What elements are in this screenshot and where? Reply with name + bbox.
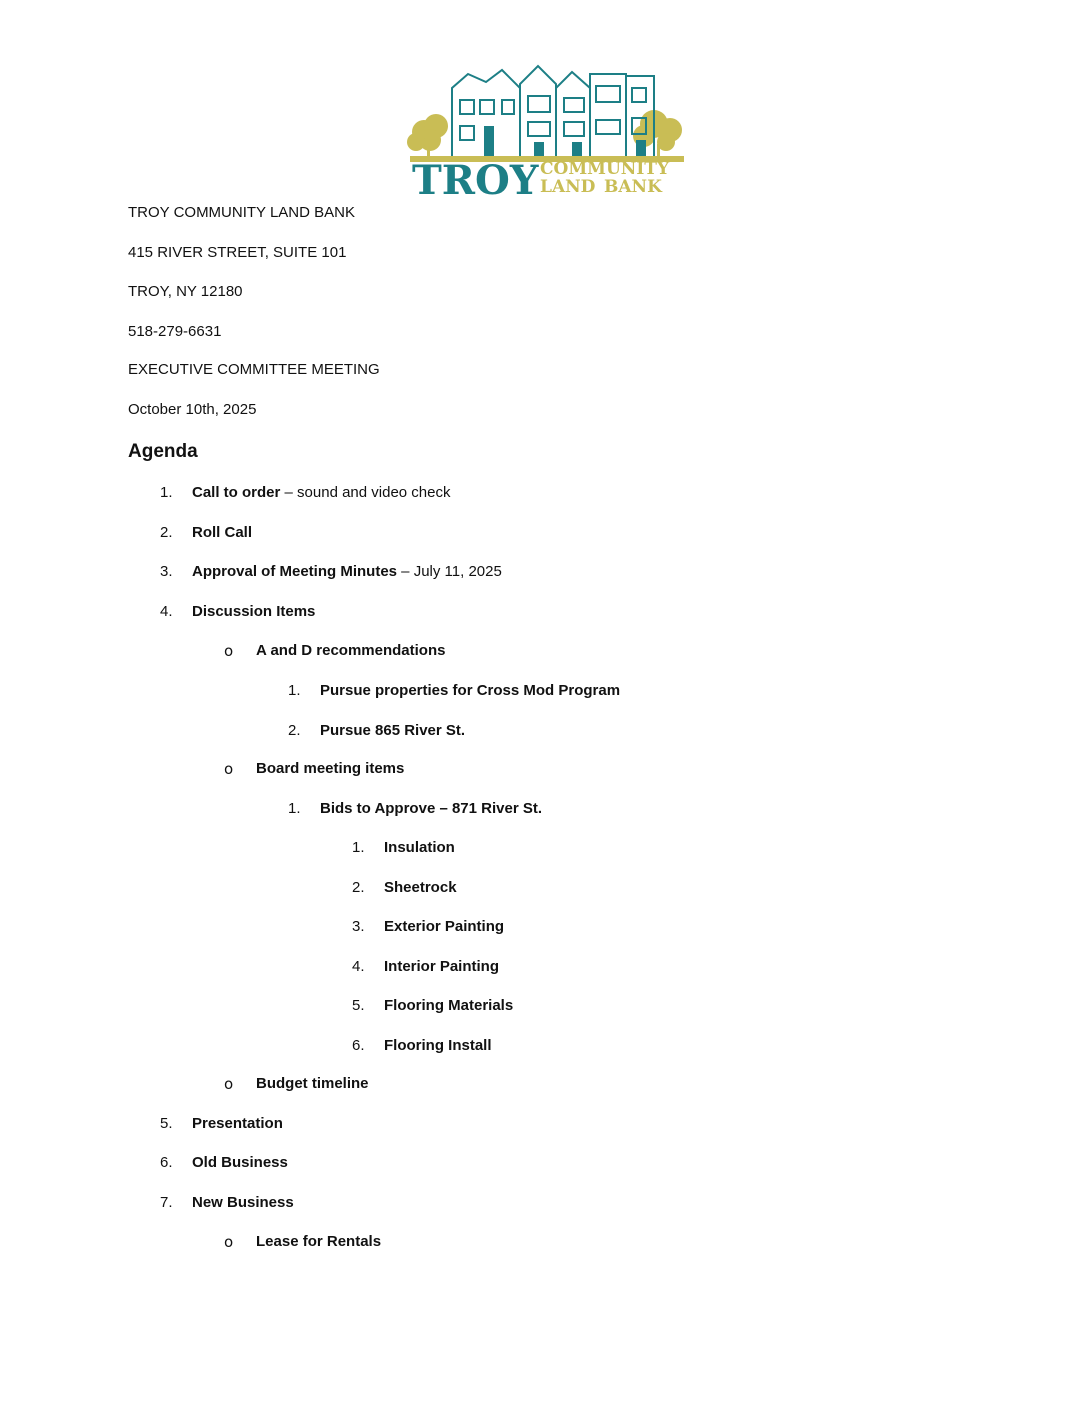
agenda-subitem: Pursue properties for Cross Mod Program — [320, 682, 621, 699]
agenda-item: Approval of Meeting Minutes – July 11, 2025 — [192, 563, 502, 580]
item-number: 2. — [288, 722, 301, 739]
item-number: 5. — [352, 997, 365, 1014]
bullet-marker: o — [224, 642, 234, 660]
agenda-item: New Business — [192, 1194, 294, 1211]
item-number: 6. — [160, 1154, 173, 1171]
item-number: 3. — [352, 918, 365, 935]
item-number: 4. — [352, 958, 365, 975]
agenda-subitem: Pursue 865 River St. — [320, 722, 466, 739]
agenda-subitem: Bids to Approve – 871 River St. — [320, 800, 543, 817]
phone-number: 518-279-6631 — [128, 323, 222, 340]
item-number: 1. — [288, 800, 301, 817]
item-number: 6. — [352, 1037, 365, 1054]
bullet-marker: o — [224, 760, 234, 778]
troy-land-bank-logo — [404, 60, 690, 200]
item-number: 1. — [160, 484, 173, 501]
logo-land: LAND — [540, 177, 596, 197]
agenda-item: Roll Call — [192, 524, 253, 541]
agenda-subitem: Board meeting items — [256, 760, 405, 777]
org-name: TROY COMMUNITY LAND BANK — [128, 204, 355, 221]
agenda-subitem: Exterior Painting — [384, 918, 505, 935]
agenda-subitem: Flooring Install — [384, 1037, 492, 1054]
agenda-item: Presentation — [192, 1115, 283, 1132]
street-address: 415 RIVER STREET, SUITE 101 — [128, 244, 347, 261]
city-state-zip: TROY, NY 12180 — [128, 283, 243, 300]
logo-word: TROY — [412, 157, 539, 200]
agenda-subitem: Flooring Materials — [384, 997, 514, 1014]
agenda-heading: Agenda — [128, 441, 198, 462]
item-number: 2. — [160, 524, 173, 541]
agenda-subitem: Lease for Rentals — [256, 1233, 382, 1250]
agenda-subitem: Interior Painting — [384, 958, 500, 975]
meeting-title: EXECUTIVE COMMITTEE MEETING — [128, 361, 380, 378]
agenda-item: Old Business — [192, 1154, 288, 1171]
agenda-subitem: A and D recommendations — [256, 642, 446, 659]
meeting-date: October 10th, 2025 — [128, 401, 257, 418]
bullet-marker: o — [224, 1233, 234, 1251]
item-number: 7. — [160, 1194, 173, 1211]
logo-community: COMMUNITY — [540, 159, 670, 179]
logo-bank: BANK — [604, 177, 662, 197]
item-number: 2. — [352, 879, 365, 896]
agenda-item: Call to order – sound and video check — [192, 484, 451, 501]
item-number: 1. — [288, 682, 301, 699]
agenda-subitem: Sheetrock — [384, 879, 457, 896]
agenda-subitem: Budget timeline — [256, 1075, 369, 1092]
bullet-marker: o — [224, 1075, 234, 1093]
item-number: 1. — [352, 839, 365, 856]
item-number: 5. — [160, 1115, 173, 1132]
agenda-subitem: Insulation — [384, 839, 455, 856]
item-number: 3. — [160, 563, 173, 580]
agenda-item: Discussion Items — [192, 603, 316, 620]
item-number: 4. — [160, 603, 173, 620]
